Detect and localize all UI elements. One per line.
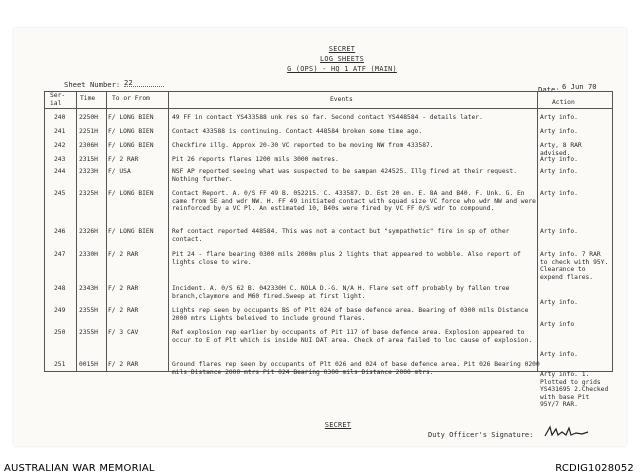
to-from-cell: F/ 2 RAR — [108, 251, 139, 258]
time-cell: 2250H — [79, 114, 98, 121]
archive-name: AUSTRALIAN WAR MEMORIAL — [4, 463, 155, 474]
serial-cell: 247 — [54, 251, 66, 258]
event-cell: Incident. A. 0/S 62 B. 042330H C. NOLA D.-G. N/A H. Flare set off probably by fallen tree branch,claymore and M60 fired.Sweep at first light. — [172, 285, 510, 300]
event-cell: 49 FF in contact YS433588 unk res so far. Second contact YS448584 - details later. — [172, 114, 483, 121]
column-divider — [76, 91, 77, 371]
time-cell: 2251H — [79, 128, 98, 135]
action-cell: Arty info. — [540, 228, 578, 235]
action-cell: Arty info. 7 RAR to check with 95Y. Clearance to expend flares. — [540, 251, 609, 281]
serial-cell: 249 — [54, 307, 66, 314]
event-cell: Pit 26 reports flares 1200 mils 3000 metres. — [172, 156, 339, 163]
col-header-serial: Ser- ial — [50, 92, 66, 107]
col-header-events: Events — [330, 96, 353, 103]
serial-cell: 243 — [54, 156, 66, 163]
secret-heading-bottom: SECRET — [324, 421, 352, 429]
to-from-cell: F/ 3 CAV — [108, 329, 139, 336]
time-cell: 2355H — [79, 329, 98, 336]
to-from-cell: F/ LONG BIEN — [108, 128, 154, 135]
to-from-cell: F/ LONG BIEN — [108, 142, 154, 149]
event-cell: Lights rep seen by occupants BS of Plt 024 of base defence area. Bearing of 0300 mils Distance 2000 mtrs Lights beleived to include ground flares. — [172, 307, 529, 322]
event-cell: Checkfire illg. Approx 20-30 VC reported to be moving NW from 433587. — [172, 142, 434, 149]
signature-image — [542, 423, 592, 439]
archive-footer — [0, 461, 640, 476]
time-cell: 2325H — [79, 190, 98, 197]
event-cell: Contact Report. A. 0/S FF 49 B. 052215. C. 433587. D. Est 20 en. E. 8A and B40. F. Unk. G. En came from SE and wdr NW. H. FF 49 initiated contact with squad size VC force who wdr NW and were reinforced by a VC Pl. An estimated 10, B40s were fired by VC FF 0/S wdr to compound. — [172, 190, 536, 213]
to-from-cell: F/ LONG BIEN — [108, 114, 154, 121]
date-value: 6 Jun 70 — [562, 82, 597, 91]
col-header-time: Time — [80, 95, 96, 102]
time-cell: 2330H — [79, 251, 98, 258]
to-from-cell: F/ 2 RAR — [108, 361, 139, 368]
to-from-cell: F/ 2 RAR — [108, 285, 139, 292]
event-cell: Ref explosion rep earlier by occupants of Pit 117 of base defence area. Explosion appeared to occur to E of Plt which is inside NUI DAT area. Check of area failed to loc cause of explosion. — [172, 329, 533, 344]
serial-cell: 241 — [54, 128, 66, 135]
sheet-number-value: 22 — [124, 79, 164, 87]
action-cell: Arty info. — [540, 168, 578, 175]
to-from-cell: F/ LONG BIEN — [108, 190, 154, 197]
to-from-cell: F/ LONG BIEN — [108, 228, 154, 235]
archive-reference: RCDIG1028052 — [555, 463, 634, 474]
action-cell: Arty, 8 RAR advised. — [540, 142, 582, 157]
column-divider — [106, 91, 107, 371]
serial-cell: 245 — [54, 190, 66, 197]
action-cell: Arty info. — [540, 114, 578, 121]
time-cell: 2343H — [79, 285, 98, 292]
date-label: Date: — [538, 85, 560, 94]
sheet-number-label: Sheet Number: — [64, 80, 121, 89]
time-cell: 2326H — [79, 228, 98, 235]
action-cell: Arty info. 1. Plotted to grids YS431695 2.Checked with base Pit 95Y/7 RAR. — [540, 371, 609, 409]
serial-cell: 244 — [54, 168, 66, 175]
to-from-cell: F/ USA — [108, 168, 131, 175]
serial-cell: 251 — [54, 361, 66, 368]
serial-cell: 242 — [54, 142, 66, 149]
action-cell: Arty info. — [540, 351, 578, 358]
event-cell: Contact 433588 is continuing. Contact 448584 broken some time ago. — [172, 128, 423, 135]
action-cell: Arty info. — [540, 128, 578, 135]
to-from-cell: F/ 2 RAR — [108, 156, 139, 163]
event-cell: Pit 24 - flare bearing 0300 mils 2000m plus 2 lights that appeared to wobble. Also report of lights close to wire. — [172, 251, 521, 266]
time-cell: 2315H — [79, 156, 98, 163]
serial-cell: 250 — [54, 329, 66, 336]
column-divider — [168, 91, 169, 371]
serial-cell: 248 — [54, 285, 66, 292]
event-cell: Ref contact reported 448584. This was not a contact but "sympathetic" fire in sp of other contact. — [172, 228, 510, 243]
event-cell: Ground flares rep seen by occupants of Plt 026 and 024 of base defence area. Pit 026 Bearing 0200 mils Distance 2000 mtrs Pit 024 Bearing 0300 mils Distance 2000 mtrs. — [172, 361, 540, 376]
action-cell: Arty info. — [540, 299, 578, 306]
unit-heading: G (OPS) - HQ 1 ATF (MAIN) — [287, 65, 397, 73]
action-cell: Arty info — [540, 321, 575, 328]
time-cell: 2323H — [79, 168, 98, 175]
time-cell: 0015H — [79, 361, 98, 368]
event-cell: NSF AP reported seeing what was suspected to be sampan 424525. Illg fired at their request. Nothing further. — [172, 168, 517, 183]
time-cell: 2306H — [79, 142, 98, 149]
secret-heading-top: SECRET — [328, 45, 356, 53]
action-cell: Arty info. — [540, 190, 578, 197]
log-sheets-heading: LOG SHEETS — [320, 55, 364, 63]
duty-officer-label: Duty Officer's Signature: — [428, 431, 534, 439]
serial-cell: 246 — [54, 228, 66, 235]
action-cell: Arty info. — [540, 156, 578, 163]
header-divider — [44, 108, 612, 109]
col-header-to-from: To or From — [112, 95, 150, 102]
serial-cell: 240 — [54, 114, 66, 121]
time-cell: 2355H — [79, 307, 98, 314]
col-header-action: Action — [552, 99, 575, 106]
to-from-cell: F/ 2 RAR — [108, 307, 139, 314]
